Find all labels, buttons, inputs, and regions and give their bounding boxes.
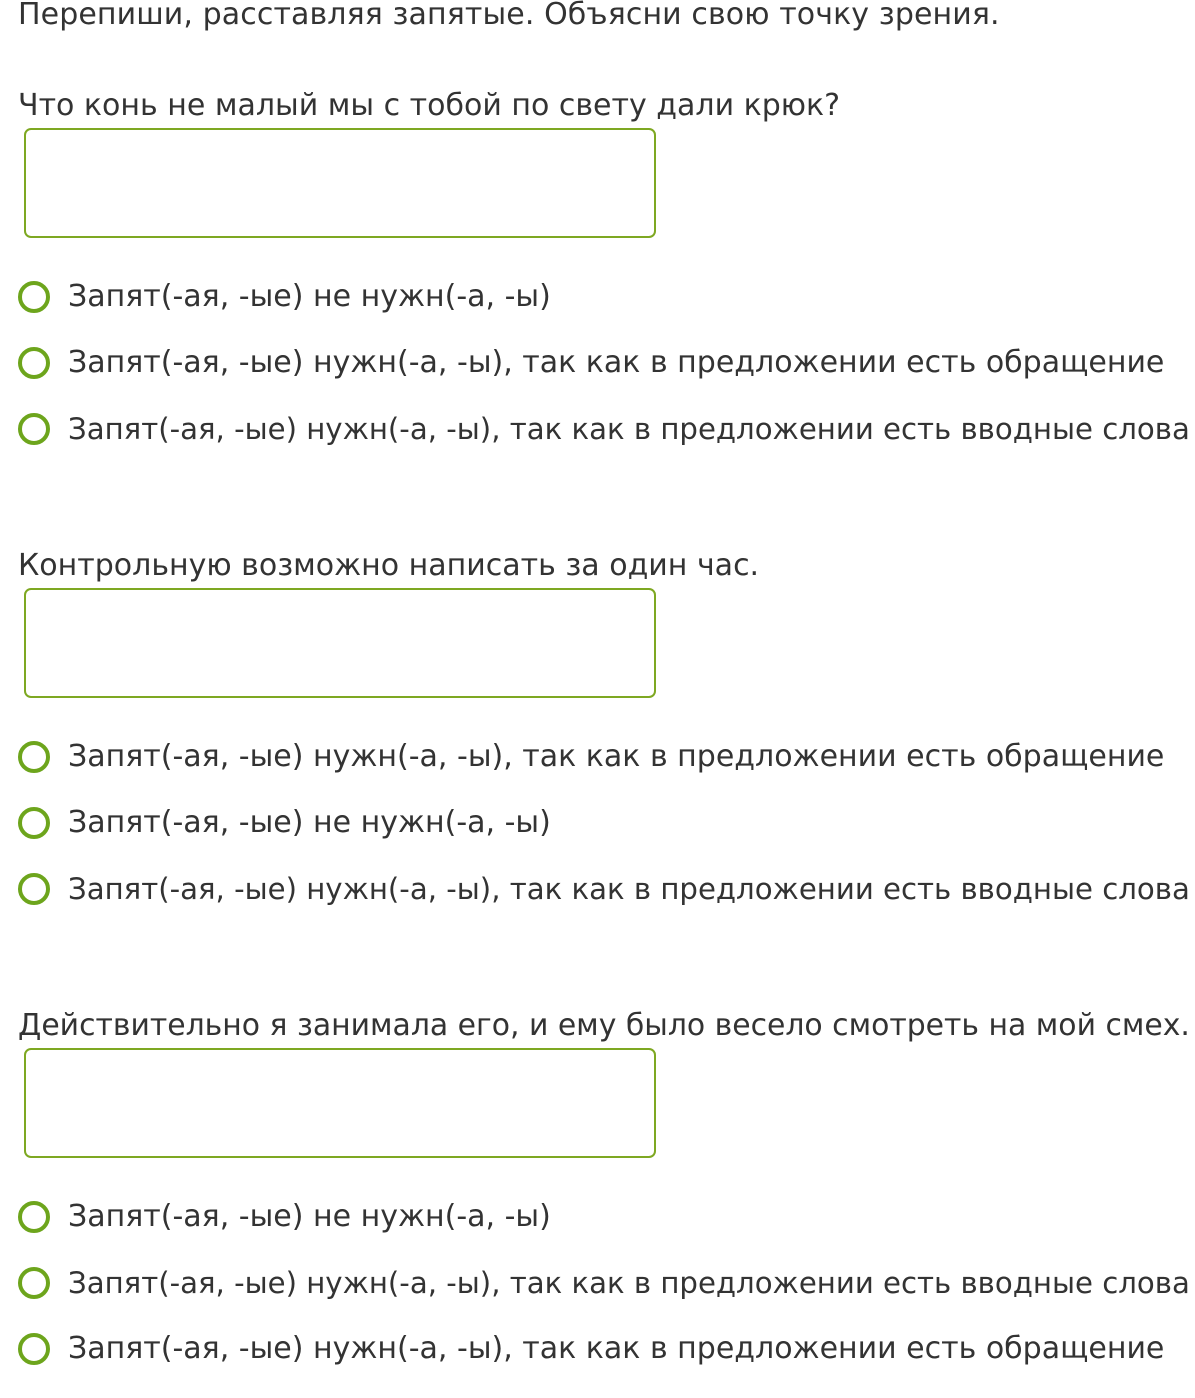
option-3[interactable] [18,1327,1164,1371]
option-3[interactable] [18,407,1190,451]
question-text: Что конь не малый мы с тобой по свету дали крюк? [18,88,841,123]
radio-button[interactable] [18,873,50,905]
radio-button[interactable] [18,1267,50,1299]
option-label: Запят(-ая, -ые) нужн(-а, -ы), так как в предложении есть обращение [68,739,1165,774]
radio-button[interactable] [18,807,50,839]
answer-input[interactable] [24,1048,656,1158]
option-2[interactable] [18,1261,1190,1305]
question-text: Действительно я занимала его, и ему было весело смотреть на мой смех. [18,1008,1190,1043]
option-label: Запят(-ая, -ые) не нужн(-а, -ы) [68,1199,551,1234]
radio-button[interactable] [18,413,50,445]
option-1[interactable] [18,735,1164,779]
option-label: Запят(-ая, -ые) нужн(-а, -ы), так как в предложении есть вводные слова [68,412,1190,446]
option-label: Запят(-ая, -ые) не нужн(-а, -ы) [68,805,551,840]
radio-button[interactable] [18,347,50,379]
option-label: Запят(-ая, -ые) нужн(-а, -ы), так как в предложении есть обращение [68,345,1165,380]
answer-input[interactable] [24,128,656,238]
radio-button[interactable] [18,281,50,313]
option-label: Запят(-ая, -ые) нужн(-а, -ы), так как в предложении есть обращение [68,1331,1165,1366]
option-label: Запят(-ая, -ые) нужн(-а, -ы), так как в предложении есть вводные слова [68,1266,1190,1300]
radio-button[interactable] [18,1333,50,1365]
option-label: Запят(-ая, -ые) нужн(-а, -ы), так как в предложении есть вводные слова [68,872,1190,906]
radio-button[interactable] [18,741,50,773]
option-1[interactable] [18,275,551,319]
option-label: Запят(-ая, -ые) не нужн(-а, -ы) [68,279,551,314]
instruction-text: Перепиши, расставляя запятые. Объясни свою точку зрения. [18,0,1000,32]
option-3[interactable] [18,867,1190,911]
radio-button[interactable] [18,1201,50,1233]
question-text: Контрольную возможно написать за один час. [18,548,760,583]
option-2[interactable] [18,801,551,845]
option-1[interactable] [18,1195,551,1239]
answer-input[interactable] [24,588,656,698]
option-2[interactable] [18,341,1164,385]
